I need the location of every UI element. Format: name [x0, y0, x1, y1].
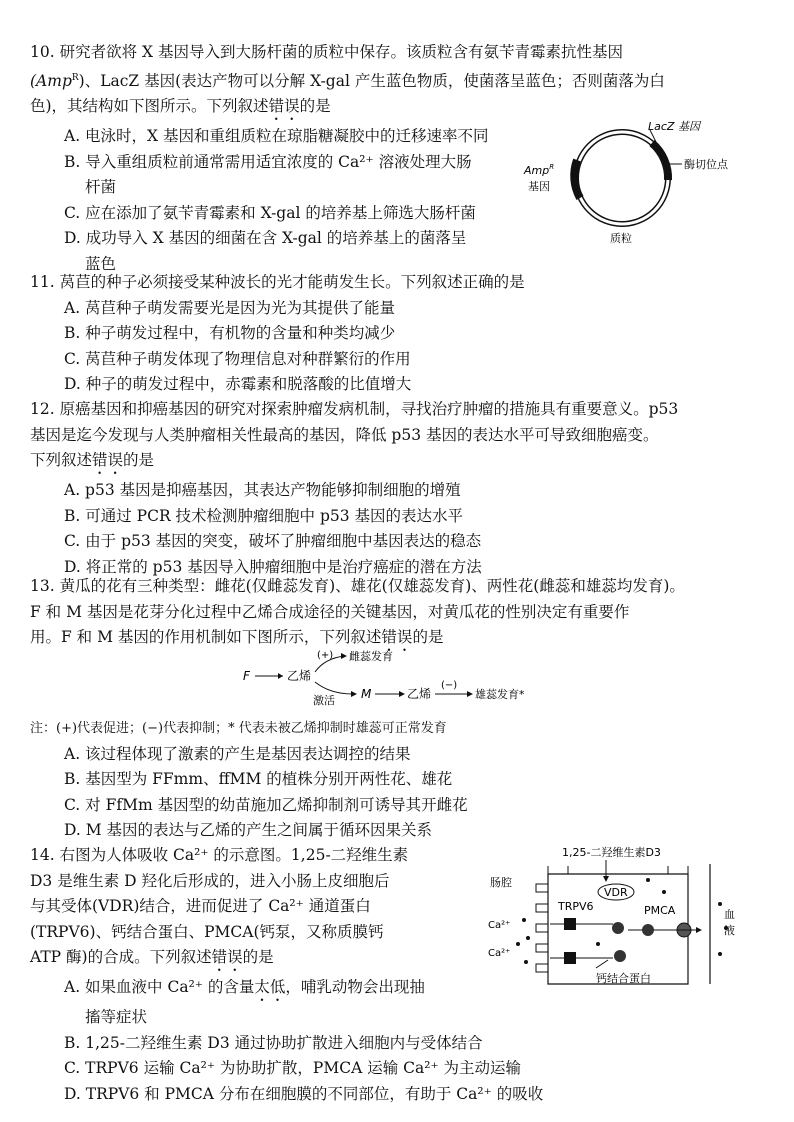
q10-stem-line3: 色)，其结构如下图所示。下列叙述 — [30, 97, 269, 116]
q13-emphasis: 错误 — [381, 628, 413, 646]
pistil-dev-label: 雌蕊发育 — [349, 650, 393, 663]
q10-option-d-cont: 蓝色 — [85, 254, 117, 273]
amp-segment — [574, 160, 580, 198]
q14-option-d: D. TRPV6 和 PMCA 分布在细胞膜的不同部位，有助于 Ca²⁺ 的吸收 — [64, 1084, 544, 1103]
amp-label: Amp$^R$ — [524, 163, 555, 177]
q10-stem-line2: (Amp$^R$)、LacZ 基因(表达产物可以分解 X-gal 产生蓝色物质，使菌落呈蓝色；否则菌落为白 — [30, 71, 665, 90]
pmca-label: PMCA — [644, 904, 676, 917]
q14-option-a-cont: 搐等症状 — [85, 1008, 148, 1026]
q10-stem-line1: 10. 研究者欲将 X 基因导入到大肠杆菌的质粒中保存。该质粒含有氨苄青霉素抗性基因 — [30, 43, 623, 61]
activate-label: 激活 — [313, 694, 335, 707]
q11-option-a: A. 莴苣种子萌发需要光是因为光为其提供了能量 — [64, 298, 396, 317]
gene-pathway-figure — [235, 648, 555, 710]
q12-option-c: C. 由于 p53 基因的突变，破坏了肿瘤细胞中基因表达的稳态 — [64, 532, 482, 550]
question-12 — [30, 397, 780, 580]
q13-stem: 13. 黄瓜的花有三种类型：雌花(仅雌蕊发育)、雄花(仅雄蕊发育)、两性花(雌蕊和雄蕊均发育)。 F 和 M 基因是花芽分化过程中乙烯合成途径的关键基因，对黄瓜花的性别决定有重要作 用。F 和 M 基因的作用机制如下图所示，下列叙述错误的是 — [30, 577, 685, 646]
q14-option-b: B. 1,25-二羟维生素 D3 通过协助扩散进入细胞内与受体结合 — [64, 1033, 483, 1052]
q12-stem: 12. 原癌基因和抑癌基因的研究对探索肿瘤发病机制，寻找治疗肿瘤的措施具有重要意义。p53 基因是迄今发现与人类肿瘤相关性最高的基因，降低 p53 基因的表达水平可导致细胞癌变。 下列叙述错误的是 — [30, 400, 679, 469]
q13-option-b: B. 基因型为 FFmm、ffMM 的植株分别开两性花、雄花 — [64, 770, 453, 788]
q11-option-d: D. 种子的萌发过程中，赤霉素和脱落酸的比值增大 — [64, 375, 412, 393]
q13-note: 注：(+)代表促进；(−)代表抑制；* 代表未被乙烯抑制时雄蕊可正常发育 — [30, 721, 447, 736]
q13-option-d: D. M 基因的表达与乙烯的产生之间属于循环因果关系 — [64, 821, 433, 839]
question-13-options — [30, 716, 780, 844]
q14-emphasis: 错误 — [211, 948, 243, 966]
ethylene-label-2: 乙烯 — [407, 687, 432, 701]
inhibit-sign: (−) — [441, 680, 458, 691]
plasmid-figure — [520, 118, 770, 248]
q12-option-d: D. 将正常的 p53 基因导入肿瘤细胞中是治疗癌症的潜在方法 — [64, 557, 482, 576]
gene-m-label: M — [361, 687, 372, 701]
q12-option-a: A. p53 基因是抑癌基因，其表达产物能够抑制细胞的增殖 — [64, 481, 461, 499]
q10-option-d: D. 成功导入 X 基因的细菌在含 X-gal 的培养基上的菌落呈 — [64, 229, 467, 248]
q14-stem: 14. 右图为人体吸收 Ca²⁺ 的示意图。1,25-二羟维生素 D3 是维生素 D 羟化后形成的，进入小肠上皮细胞后 与其受体(VDR)结合，进而促进了 Ca²⁺ 通道蛋白 (TRPV6)、钙结合蛋白、PMCA(钙泵，又称质膜钙 ATP 酶)的合成。下列叙述错误的是 — [30, 846, 409, 966]
q11-option-c: C. 莴苣种子萌发体现了物理信息对种群繁衍的作用 — [64, 349, 411, 368]
blood-label-2: 液 — [724, 924, 735, 937]
amp-label-gene: 基因 — [528, 180, 550, 193]
ethylene-label-1: 乙烯 — [287, 669, 312, 683]
vitamin-d3-label: 1,25-二羟维生素D3 — [562, 846, 661, 859]
q12-emphasis: 错误 — [92, 451, 124, 469]
q14-option-c: C. TRPV6 运输 Ca²⁺ 为协助扩散，PMCA 运输 Ca²⁺ 为主动运输 — [64, 1059, 522, 1077]
ca-ion-label-2: Ca²⁺ — [488, 948, 511, 959]
ca-ion-label-1: Ca²⁺ — [488, 920, 511, 931]
q13-option-c: C. 对 FfMm 基因型的幼苗施加乙烯抑制剂可诱导其开雌花 — [64, 795, 468, 814]
q11-stem: 11. 莴苣的种子必须接受某种波长的光才能萌发生长。下列叙述正确的是 — [30, 273, 525, 291]
lumen-label: 肠腔 — [490, 876, 512, 889]
q10-option-b: B. 导入重组质粒前通常需用适宜浓度的 Ca²⁺ 溶液处理大肠 — [64, 152, 472, 171]
cut-site-label: 酶切位点 — [684, 158, 728, 171]
q14-option-a: A. 如果血液中 Ca²⁺ 的含量太低，哺乳动物会出现抽 — [64, 978, 425, 996]
gene-f-label: F — [243, 669, 250, 683]
stamen-dev-label: 雄蕊发育* — [475, 688, 525, 701]
q10-emphasis: 错误 — [268, 97, 300, 116]
q13-option-a: A. 该过程体现了激素的产生是基因表达调控的结果 — [64, 744, 411, 763]
q12-option-b: B. 可通过 PCR 技术检测肿瘤细胞中 p53 基因的表达水平 — [64, 506, 464, 525]
question-11 — [30, 270, 780, 398]
calcium-absorption-figure — [488, 844, 748, 994]
vdr-label: VDR — [604, 886, 628, 899]
trpv6-label: TRPV6 — [558, 900, 594, 913]
q10-stem: 10. 研究者欲将 X 基因导入到大肠杆菌的质粒中保存。该质粒含有氨苄青霉素抗性基因 (Amp$^R$)、LacZ 基因(表达产物可以分解 X-gal 产生蓝色物质，使菌落呈蓝色；否则菌落为白 色)，其结构如下图所示。下列叙述错误的是 — [30, 43, 665, 116]
blood-label-1: 血 — [724, 908, 735, 921]
q10-option-c: C. 应在添加了氨苄青霉素和 X-gal 的培养基上筛选大肠杆菌 — [64, 203, 476, 222]
lacz-label: LacZ 基因 — [648, 120, 700, 133]
promote-sign: (+) — [317, 650, 334, 661]
question-13 — [30, 574, 780, 655]
lacz-segment — [652, 143, 668, 180]
calbindin-label: 钙结合蛋白 — [596, 972, 651, 985]
q10-option-a: A. 电泳时，X 基因和重组质粒在琼脂糖凝胶中的迁移速率不同 — [64, 127, 489, 146]
plasmid-label: 质粒 — [610, 232, 632, 245]
q11-option-b: B. 种子萌发过程中，有机物的含量和种类均减少 — [64, 324, 396, 342]
q10-option-b-cont: 杆菌 — [85, 178, 117, 197]
